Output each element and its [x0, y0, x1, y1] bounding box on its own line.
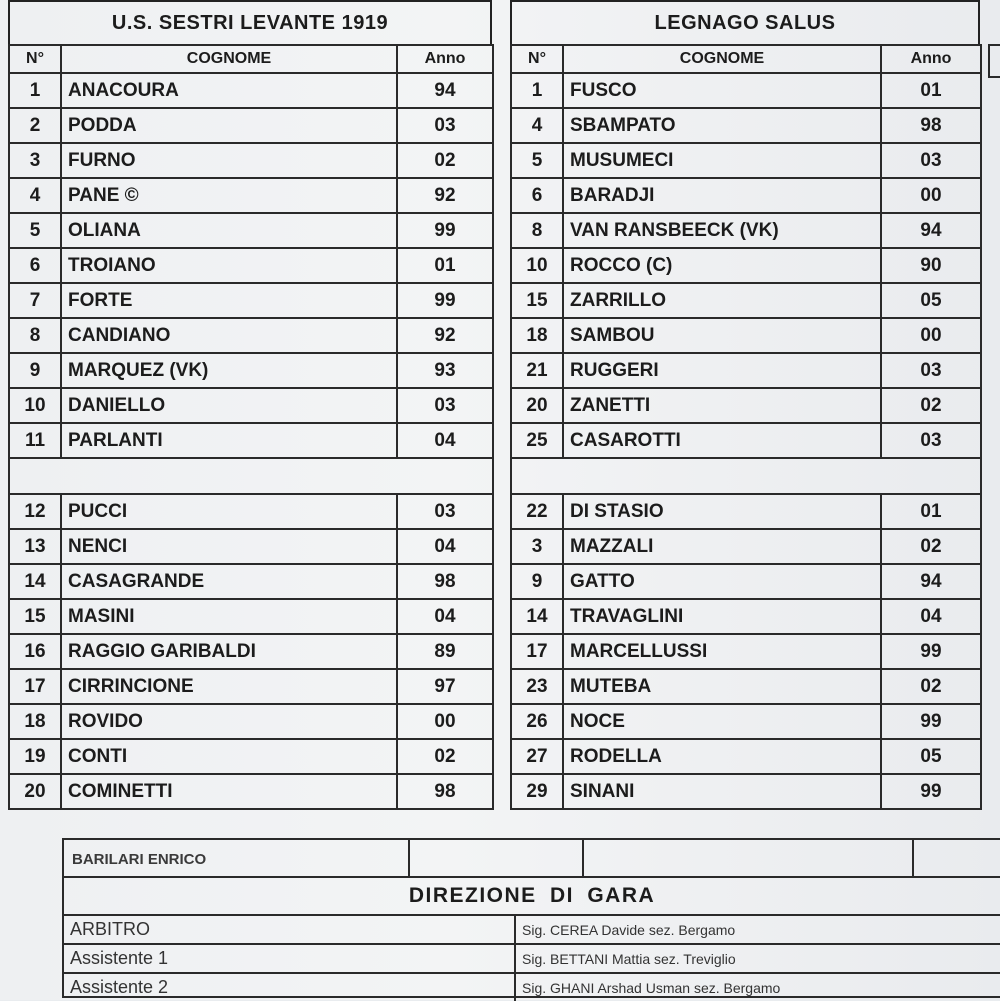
player-surname: GATTO — [563, 564, 881, 599]
player-row — [9, 283, 493, 318]
player-surname: RUGGERI — [563, 353, 881, 388]
away-roster-table — [510, 44, 982, 810]
player-surname: COMINETTI — [61, 774, 397, 809]
player-row — [9, 739, 493, 774]
player-number: 17 — [511, 634, 563, 669]
home-team-roster — [8, 0, 492, 810]
player-birth-year: 97 — [397, 669, 493, 704]
player-number: 4 — [511, 108, 563, 143]
player-birth-year: 04 — [397, 423, 493, 458]
player-number: 7 — [9, 283, 61, 318]
player-surname: ROVIDO — [61, 704, 397, 739]
player-row — [511, 143, 981, 178]
player-surname: ROCCO (C) — [563, 248, 881, 283]
player-birth-year: 94 — [881, 213, 981, 248]
player-row — [9, 704, 493, 739]
player-birth-year: 04 — [397, 529, 493, 564]
player-birth-year: 04 — [881, 599, 981, 634]
player-surname: CANDIANO — [61, 318, 397, 353]
player-birth-year: 03 — [881, 353, 981, 388]
player-row — [511, 73, 981, 108]
player-surname: ZARRILLO — [563, 283, 881, 318]
player-birth-year: 99 — [881, 704, 981, 739]
official-role: ARBITRO — [64, 916, 516, 943]
official-name: Sig. BETTANI Mattia sez. Treviglio — [522, 950, 736, 967]
player-birth-year: 92 — [397, 318, 493, 353]
player-number: 3 — [9, 143, 61, 178]
official-role: Assistente 2 — [64, 974, 516, 1001]
player-number: 14 — [9, 564, 61, 599]
away-starters — [511, 73, 981, 458]
player-surname: MUSUMECI — [563, 143, 881, 178]
player-number: 10 — [9, 388, 61, 423]
player-number: 21 — [511, 353, 563, 388]
player-row — [9, 213, 493, 248]
player-row — [511, 283, 981, 318]
player-row — [511, 774, 981, 809]
player-surname: NOCE — [563, 704, 881, 739]
player-surname: CASAROTTI — [563, 423, 881, 458]
player-surname: RODELLA — [563, 739, 881, 774]
player-row — [9, 178, 493, 213]
player-row — [9, 353, 493, 388]
player-number: 18 — [9, 704, 61, 739]
away-spacer — [511, 458, 981, 494]
player-birth-year: 04 — [397, 599, 493, 634]
player-number: 12 — [9, 494, 61, 529]
player-number: 15 — [511, 283, 563, 318]
col-name-header: COGNOME — [61, 45, 397, 73]
player-surname: MARQUEZ (VK) — [61, 353, 397, 388]
player-row — [9, 143, 493, 178]
player-number: 6 — [9, 248, 61, 283]
player-row — [9, 423, 493, 458]
player-surname: ZANETTI — [563, 388, 881, 423]
player-birth-year: 94 — [397, 73, 493, 108]
official-row — [64, 945, 1000, 974]
player-number: 6 — [511, 178, 563, 213]
player-number: 1 — [9, 73, 61, 108]
player-number: 20 — [9, 774, 61, 809]
player-number: 22 — [511, 494, 563, 529]
player-birth-year: 03 — [881, 143, 981, 178]
player-birth-year: 92 — [397, 178, 493, 213]
player-surname: MARCELLUSSI — [563, 634, 881, 669]
player-birth-year: 89 — [397, 634, 493, 669]
player-number: 16 — [9, 634, 61, 669]
player-birth-year: 99 — [397, 283, 493, 318]
blank-cell — [410, 840, 584, 878]
blank-cell — [582, 840, 914, 878]
player-birth-year: 03 — [397, 388, 493, 423]
player-birth-year: 00 — [881, 178, 981, 213]
col-year-header: Anno — [397, 45, 493, 73]
player-row — [511, 423, 981, 458]
player-surname: DI STASIO — [563, 494, 881, 529]
player-row — [9, 529, 493, 564]
player-surname: FUSCO — [563, 73, 881, 108]
player-number: 4 — [9, 178, 61, 213]
player-surname: SINANI — [563, 774, 881, 809]
player-surname: TROIANO — [61, 248, 397, 283]
player-row — [511, 108, 981, 143]
player-birth-year: 05 — [881, 283, 981, 318]
player-birth-year: 99 — [881, 774, 981, 809]
player-surname: MAZZALI — [563, 529, 881, 564]
player-number: 23 — [511, 669, 563, 704]
match-officials — [62, 876, 1000, 998]
player-number: 19 — [9, 739, 61, 774]
player-row — [511, 599, 981, 634]
player-birth-year: 98 — [881, 108, 981, 143]
player-row — [511, 494, 981, 529]
player-number: 29 — [511, 774, 563, 809]
player-row — [511, 248, 981, 283]
player-birth-year: 99 — [397, 213, 493, 248]
player-surname: TRAVAGLINI — [563, 599, 881, 634]
player-number: 11 — [9, 423, 61, 458]
player-surname: DANIELLO — [61, 388, 397, 423]
official-name: Sig. GHANI Arshad Usman sez. Bergamo — [522, 979, 781, 996]
player-surname: CIRRINCIONE — [61, 669, 397, 704]
player-birth-year: 94 — [881, 564, 981, 599]
section-divider — [511, 458, 981, 494]
player-row — [511, 213, 981, 248]
player-row — [9, 599, 493, 634]
col-num-header: N° — [511, 45, 563, 73]
player-birth-year: 01 — [881, 494, 981, 529]
player-number: 5 — [9, 213, 61, 248]
player-birth-year: 02 — [397, 739, 493, 774]
player-surname: PARLANTI — [61, 423, 397, 458]
player-row — [511, 739, 981, 774]
player-row — [511, 388, 981, 423]
player-row — [511, 669, 981, 704]
player-birth-year: 93 — [397, 353, 493, 388]
player-birth-year: 03 — [397, 108, 493, 143]
player-row — [511, 178, 981, 213]
player-row — [511, 564, 981, 599]
col-num-header: N° — [9, 45, 61, 73]
player-number: 10 — [511, 248, 563, 283]
player-number: 5 — [511, 143, 563, 178]
player-birth-year: 03 — [881, 423, 981, 458]
player-surname: VAN RANSBEECK (VK) — [563, 213, 881, 248]
home-team-name: U.S. SESTRI LEVANTE 1919 — [8, 0, 492, 44]
home-spacer — [9, 458, 493, 494]
player-row — [511, 529, 981, 564]
player-birth-year: 90 — [881, 248, 981, 283]
player-row — [9, 73, 493, 108]
player-row — [9, 248, 493, 283]
home-header-row — [9, 45, 493, 73]
player-number: 15 — [9, 599, 61, 634]
player-row — [9, 564, 493, 599]
player-birth-year: 05 — [881, 739, 981, 774]
player-number: 25 — [511, 423, 563, 458]
page-edge-cell — [988, 44, 1000, 78]
player-row — [511, 353, 981, 388]
player-number: 13 — [9, 529, 61, 564]
home-starters — [9, 73, 493, 458]
player-row — [511, 318, 981, 353]
official-role: Assistente 1 — [64, 945, 516, 972]
section-divider — [9, 458, 493, 494]
player-surname: CONTI — [61, 739, 397, 774]
player-surname: PODDA — [61, 108, 397, 143]
official-name: Sig. CEREA Davide sez. Bergamo — [522, 921, 736, 938]
officials-rows — [64, 916, 1000, 1001]
player-row — [9, 388, 493, 423]
player-birth-year: 00 — [397, 704, 493, 739]
player-number: 1 — [511, 73, 563, 108]
player-number: 26 — [511, 704, 563, 739]
player-birth-year: 03 — [397, 494, 493, 529]
player-row — [9, 494, 493, 529]
player-surname: SBAMPATO — [563, 108, 881, 143]
player-number: 20 — [511, 388, 563, 423]
player-number: 8 — [9, 318, 61, 353]
player-surname: RAGGIO GARIBALDI — [61, 634, 397, 669]
player-surname: PANE © — [61, 178, 397, 213]
player-row — [9, 318, 493, 353]
player-birth-year: 98 — [397, 564, 493, 599]
player-row — [511, 634, 981, 669]
player-surname: PUCCI — [61, 494, 397, 529]
player-number: 17 — [9, 669, 61, 704]
player-birth-year: 99 — [881, 634, 981, 669]
player-number: 27 — [511, 739, 563, 774]
col-name-header: COGNOME — [563, 45, 881, 73]
player-row — [511, 704, 981, 739]
player-birth-year: 02 — [881, 388, 981, 423]
player-birth-year: 01 — [397, 248, 493, 283]
player-surname: NENCI — [61, 529, 397, 564]
away-team-roster — [510, 0, 980, 810]
away-substitutes — [511, 494, 981, 809]
player-row — [9, 634, 493, 669]
player-birth-year: 02 — [397, 143, 493, 178]
player-surname: CASAGRANDE — [61, 564, 397, 599]
player-number: 9 — [511, 564, 563, 599]
player-surname: BARADJI — [563, 178, 881, 213]
officials-title: DIREZIONE DI GARA — [64, 878, 1000, 916]
col-year-header: Anno — [881, 45, 981, 73]
home-coach-name: BARILARI ENRICO — [62, 840, 410, 878]
player-birth-year: 02 — [881, 669, 981, 704]
home-substitutes — [9, 494, 493, 809]
player-number: 2 — [9, 108, 61, 143]
player-number: 8 — [511, 213, 563, 248]
coach-row — [62, 838, 1000, 880]
player-birth-year: 01 — [881, 73, 981, 108]
official-row — [64, 916, 1000, 945]
player-surname: ANACOURA — [61, 73, 397, 108]
player-birth-year: 00 — [881, 318, 981, 353]
player-row — [9, 774, 493, 809]
player-row — [9, 108, 493, 143]
away-header-row — [511, 45, 981, 73]
player-surname: FURNO — [61, 143, 397, 178]
home-roster-table — [8, 44, 494, 810]
player-surname: MUTEBA — [563, 669, 881, 704]
player-surname: FORTE — [61, 283, 397, 318]
player-row — [9, 669, 493, 704]
player-number: 14 — [511, 599, 563, 634]
player-number: 9 — [9, 353, 61, 388]
player-birth-year: 98 — [397, 774, 493, 809]
player-surname: SAMBOU — [563, 318, 881, 353]
player-surname: OLIANA — [61, 213, 397, 248]
official-row — [64, 974, 1000, 1001]
player-birth-year: 02 — [881, 529, 981, 564]
player-number: 18 — [511, 318, 563, 353]
player-number: 3 — [511, 529, 563, 564]
away-team-name: LEGNAGO SALUS — [510, 0, 980, 44]
player-surname: MASINI — [61, 599, 397, 634]
